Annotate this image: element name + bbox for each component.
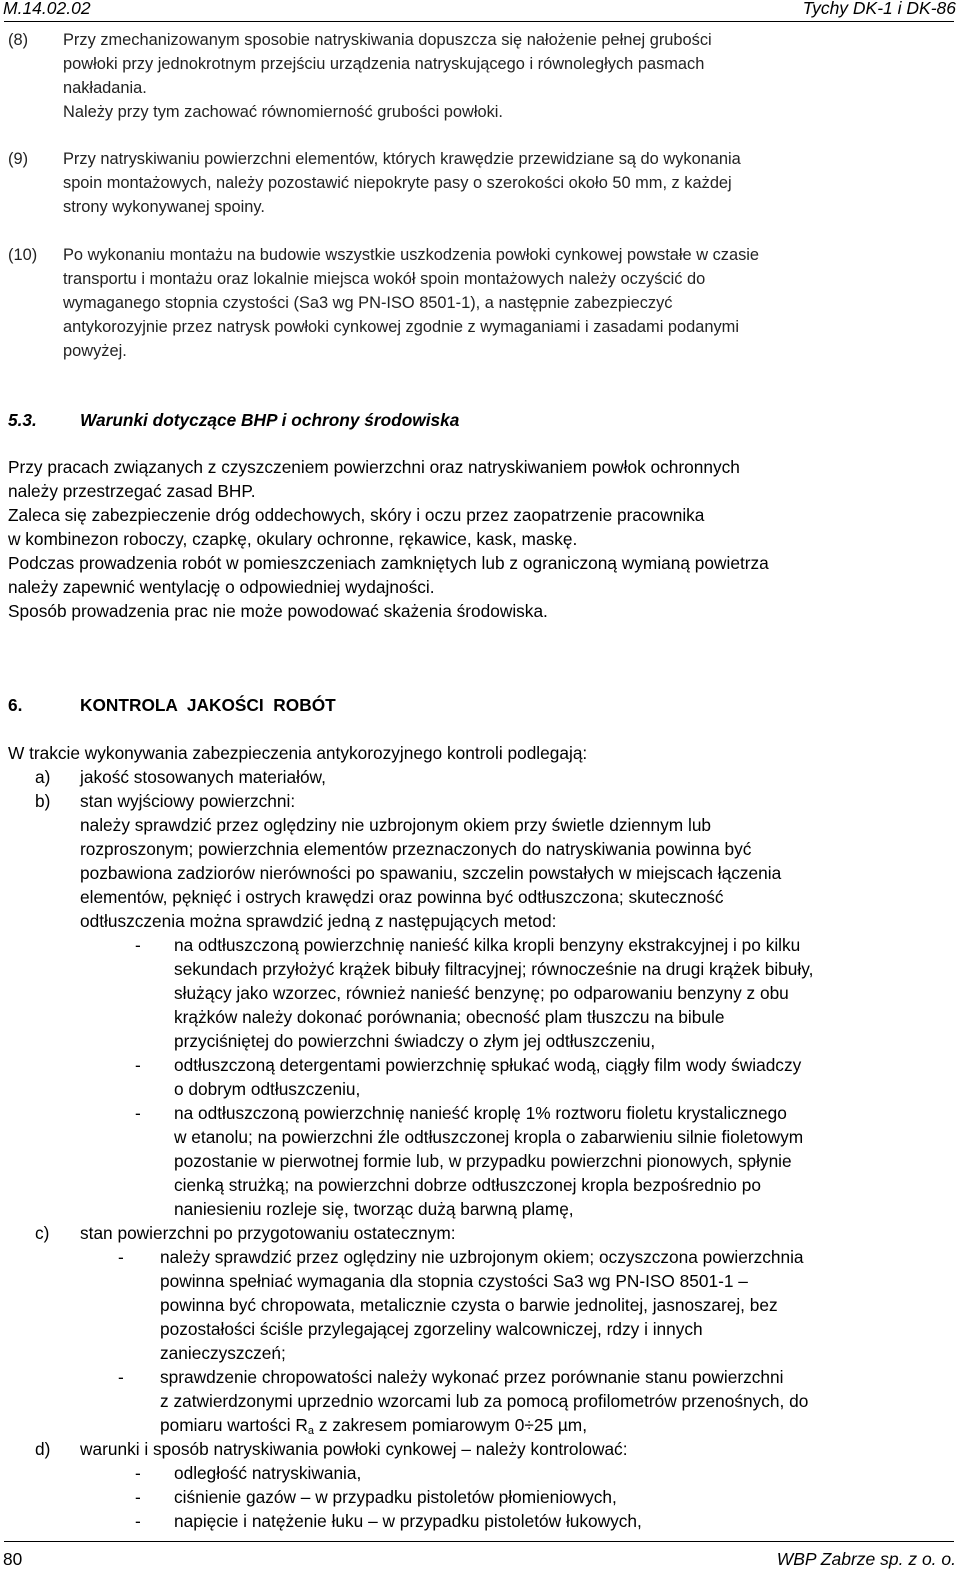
bullet-line: pozostanie w pierwotnej formie lub, w przypadku powierzchni pionowych, spłynie	[174, 1151, 792, 1171]
item-b-bullet-2	[174, 1053, 801, 1101]
para-8-line: nakładania.	[63, 79, 147, 97]
para-9-number: (9)	[8, 150, 29, 168]
bullet-dash: -	[135, 1103, 141, 1123]
item-d-bullet-3: napięcie i natężenie łuku – w przypadku pistoletów łukowych,	[174, 1511, 642, 1531]
para-10-line: Po wykonaniu montażu na budowie wszystkie uszkodzenia powłoki cynkowej powstałe w czasie	[63, 246, 760, 264]
bullet-line: pozostałości ściśle przylegającej zgorzeliny walcowniczej, rdzy i innych	[160, 1319, 703, 1339]
bullet-dash: -	[135, 1511, 141, 1531]
bullet-line: krążków należy dokonać porównania; obecność plam tłuszczu na bibule	[174, 1007, 725, 1027]
footer-page-number: 80	[3, 1549, 23, 1569]
para-10-line: powyżej.	[63, 342, 127, 360]
bhp-line: należy zapewnić wentylację o odpowiedniej wydajności.	[8, 577, 435, 597]
section-5-3-number: 5.3.	[8, 410, 37, 430]
para-10-number: (10)	[8, 246, 38, 264]
bhp-line: należy przestrzegać zasad BHP.	[8, 481, 256, 501]
roughness-post: z zakresem pomiarowym 0÷25 µm,	[314, 1415, 588, 1435]
item-d-text: warunki i sposób natryskiwania powłoki cynkowej – należy kontrolować:	[80, 1439, 628, 1459]
bhp-line: Podczas prowadzenia robót w pomieszczeniach zamkniętych lub z ograniczoną wymianą powietrza	[8, 553, 769, 573]
bullet-line: na odtłuszczoną powierzchnię nanieść kroplę 1% roztworu fioletu krystalicznego	[174, 1103, 787, 1123]
bullet-line: naniesieniu rozleje się, tworząc dużą barwną plamę,	[174, 1199, 574, 1219]
bullet-dash: -	[118, 1247, 124, 1267]
bullet-dash: -	[135, 1055, 141, 1075]
item-d-bullet-2: ciśnienie gazów – w przypadku pistoletów płomieniowych,	[174, 1487, 617, 1507]
item-c-bullet-2	[160, 1365, 808, 1437]
bhp-text	[8, 455, 769, 623]
para-9-line: Przy natryskiwaniu powierzchni elementów, których krawędzie przewidziane są do wykonania	[63, 150, 741, 168]
item-b-bullet-3	[174, 1101, 803, 1221]
bullet-dash: -	[135, 935, 141, 955]
bullet-line: na odtłuszczoną powierzchnię nanieść kilka kropli benzyny ekstrakcyjnej i po kilku	[174, 935, 801, 955]
item-b-label: b)	[35, 791, 51, 811]
bhp-line: w kombinezon roboczy, czapkę, okulary ochronne, rękawice, kask, maskę.	[8, 529, 578, 549]
bullet-line: powinna spełniać wymagania dla stopnia czystości Sa3 wg PN-ISO 8501-1 –	[160, 1271, 748, 1291]
bullet-line: zanieczyszczeń;	[160, 1343, 286, 1363]
section-6-number: 6.	[8, 695, 23, 715]
bullet-line: sprawdzenie chropowatości należy wykonać przez porównanie stanu powierzchni	[160, 1367, 784, 1387]
para-10-line: wymaganego stopnia czystości (Sa3 wg PN-ISO 8501-1), a następnie zabezpieczyć	[63, 294, 673, 312]
para-10	[63, 243, 759, 363]
item-c-bullet-1	[160, 1245, 804, 1365]
bullet-line: należy sprawdzić przez oględziny nie uzbrojonym okiem; oczyszczona powierzchnia	[160, 1247, 804, 1267]
bhp-line: Zaleca się zabezpieczenie dróg oddechowych, skóry i oczu przez zaopatrzenie pracownika	[8, 505, 705, 525]
roughness-subscript: a	[307, 1425, 315, 1437]
section-6-title: KONTROLA JAKOŚCI ROBÓT	[80, 695, 336, 715]
bullet-line: przyciśniętej do powierzchni świadczy o złym jej odtłuszczeniu,	[174, 1031, 656, 1051]
bhp-line: Sposób prowadzenia prac nie może powodować skażenia środowiska.	[8, 601, 548, 621]
para-8-line: Należy przy tym zachować równomierność grubości powłoki.	[63, 103, 503, 121]
bullet-line: odtłuszczoną detergentami powierzchnię spłukać wodą, ciągły film wody świadczy	[174, 1055, 802, 1075]
item-b-line: elementów, pęknięć i ostrych krawędzi oraz powinna być odtłuszczona; skuteczność	[80, 887, 724, 907]
para-8-number: (8)	[8, 31, 29, 49]
item-a-label: a)	[35, 767, 51, 787]
item-b-line: rozproszonym; powierzchnia elementów przeznaczonych do natryskiwania powinna być	[80, 839, 752, 859]
bullet-dash: -	[135, 1463, 141, 1483]
para-9	[63, 147, 741, 219]
item-b-bullet-1	[174, 933, 813, 1053]
header-doc-code: M.14.02.02	[3, 0, 91, 18]
item-b-line: odtłuszczenia można sprawdzić jedną z następujących metod:	[80, 911, 557, 931]
para-8-line: Przy zmechanizowanym sposobie natryskiwania dopuszcza się nałożenie pełnej grubości	[63, 31, 712, 49]
bullet-line: cienką strużką; na powierzchni dobrze odtłuszczonej kropla bezpośrednio po	[174, 1175, 761, 1195]
para-10-line: antykorozyjnie przez natrysk powłoki cynkowej zgodnie z wymaganiami i zasadami podanymi	[63, 318, 739, 336]
item-d-label: d)	[35, 1439, 51, 1459]
header-location: Tychy DK-1 i DK-86	[802, 0, 956, 18]
para-8-line: powłoki przy jednokrotnym przejściu urządzenia natryskującego i równoległych pasmach	[63, 55, 705, 73]
para-8	[63, 28, 712, 124]
bullet-line-roughness	[160, 1413, 808, 1437]
header-rule	[4, 21, 954, 22]
bullet-line: służący jako wzorzec, również nanieść benzynę; po odparowaniu benzyny z obu	[174, 983, 789, 1003]
item-b-line: pozbawiona zadziorów nierówności po spawaniu, szczelin powstałych w miejscach łączenia	[80, 863, 782, 883]
item-c-label: c)	[35, 1223, 50, 1243]
footer-rule	[4, 1541, 954, 1542]
bullet-line: powinna być chropowata, metalicznie czysta o barwie jednolitej, jasnoszarej, bez	[160, 1295, 778, 1315]
item-b-line: należy sprawdzić przez oględziny nie uzbrojonym okiem przy świetle dziennym lub	[80, 815, 712, 835]
para-9-line: spoin montażowych, należy pozostawić niepokryte pasy o szerokości około 50 mm, z każdej	[63, 174, 732, 192]
item-c-text: stan powierzchni po przygotowaniu ostatecznym:	[80, 1223, 456, 1243]
roughness-pre: pomiaru wartości R	[160, 1415, 308, 1435]
bullet-line: sekundach przyłożyć krążek bibuły filtracyjnej; równocześnie na drugi krążek bibuły,	[174, 959, 814, 979]
section-5-3-title: Warunki dotyczące BHP i ochrony środowiska	[80, 410, 460, 430]
bullet-line: w etanolu; na powierzchni źle odtłuszczonej kropla o zabarwieniu silnie fioletowym	[174, 1127, 804, 1147]
item-d-bullet-1: odległość natryskiwania,	[174, 1463, 362, 1483]
para-9-line: strony wykonywanej spoiny.	[63, 198, 265, 216]
para-10-line: transportu i montażu oraz lokalnie miejsca wokół spoin montażowych należy oczyścić do	[63, 270, 706, 288]
bullet-line: o dobrym odtłuszczeniu,	[174, 1079, 361, 1099]
bhp-line: Przy pracach związanych z czyszczeniem powierzchni oraz natryskiwaniem powłok ochronnych	[8, 457, 740, 477]
item-a-text: jakość stosowanych materiałów,	[80, 767, 326, 787]
bullet-dash: -	[118, 1367, 124, 1387]
control-intro: W trakcie wykonywania zabezpieczenia antykorozyjnego kontroli podlegają:	[8, 743, 588, 763]
bullet-dash: -	[135, 1487, 141, 1507]
item-b-description	[80, 813, 781, 933]
footer-company: WBP Zabrze sp. z o. o.	[776, 1549, 956, 1569]
item-b-text: stan wyjściowy powierzchni:	[80, 791, 296, 811]
bullet-line: z zatwierdzonymi uprzednio wzorcami lub za pomocą profilometrów przenośnych, do	[160, 1391, 809, 1411]
